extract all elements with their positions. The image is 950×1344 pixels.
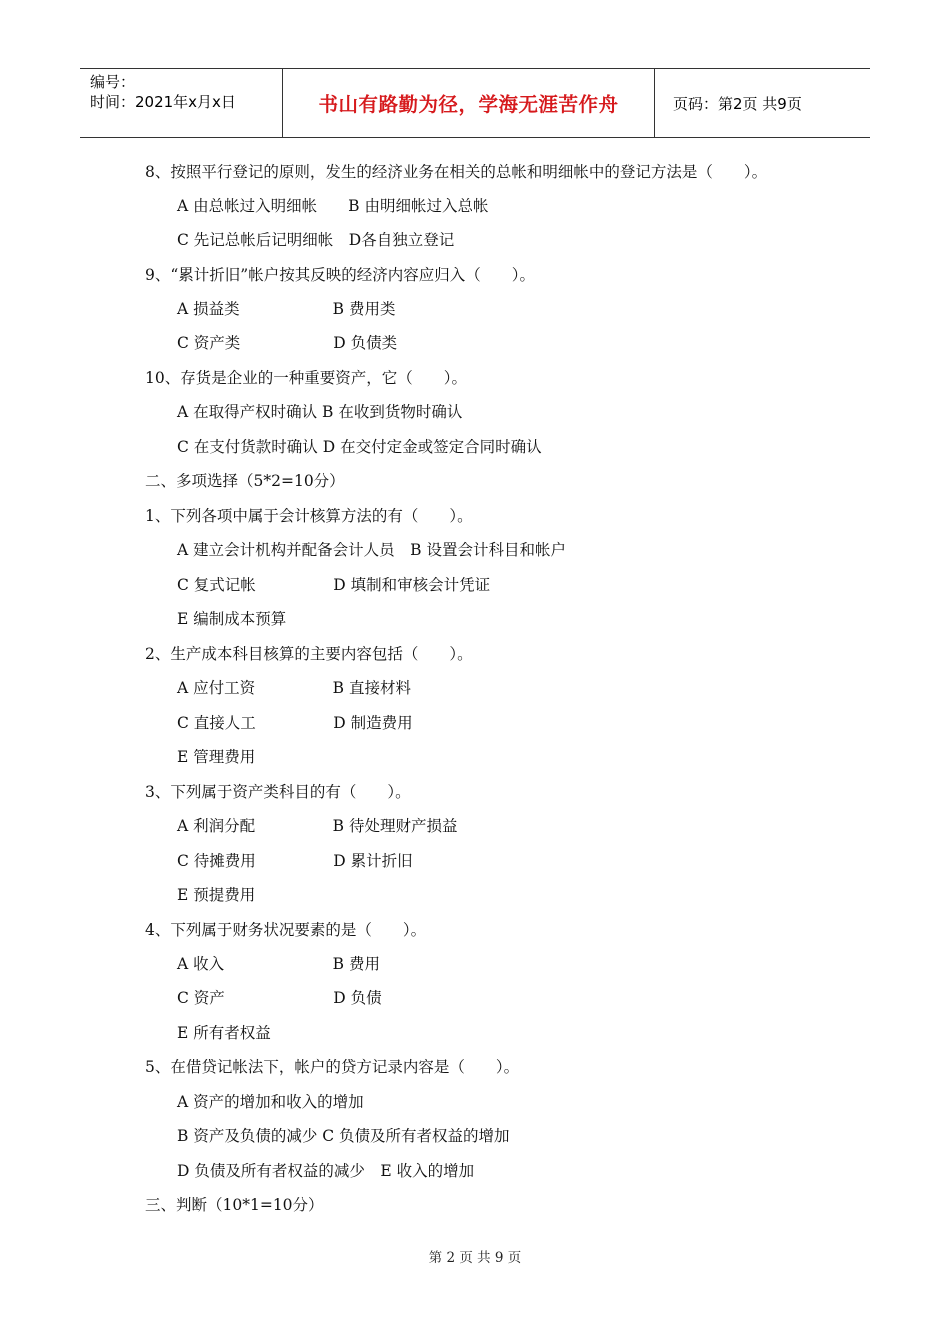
option-line: A 在取得产权时确认 B 在收到货物时确认 <box>177 403 463 421</box>
header-meta <box>80 69 283 137</box>
document-date: 时间：2021年x月x日 <box>90 93 236 111</box>
mc-question-3: 3、下列属于资产类科目的有（ ）。 <box>145 783 411 801</box>
question-9: 9、“累计折旧”帐户按其反映的经济内容应归入（ ）。 <box>145 266 535 284</box>
question-8: 8、按照平行登记的原则，发生的经济业务在相关的总帐和明细帐中的登记方法是（ ）。 <box>145 163 768 181</box>
section-heading-multiple-choice: 二、多项选择（5*2=10分） <box>145 472 345 490</box>
option-line: A 资产的增加和收入的增加 <box>177 1093 364 1111</box>
mc-question-1: 1、下列各项中属于会计核算方法的有（ ）。 <box>145 507 473 525</box>
option-line: A 收入 B 费用 <box>177 955 380 973</box>
option-line: C 资产类 D 负债类 <box>177 334 398 352</box>
option-line: A 由总帐过入明细帐 B 由明细帐过入总帐 <box>177 197 489 215</box>
option-line: A 利润分配 B 待处理财产损益 <box>177 817 458 835</box>
option-line: C 在支付货款时确认 D 在交付定金或签定合同时确认 <box>177 438 542 456</box>
mc-question-2: 2、生产成本科目核算的主要内容包括（ ）。 <box>145 645 473 663</box>
option-line: C 先记总帐后记明细帐 D各自独立登记 <box>177 231 455 249</box>
option-line: B 资产及负债的减少 C 负债及所有者权益的增加 <box>177 1127 510 1145</box>
option-line: E 预提费用 <box>177 886 256 904</box>
option-line: E 管理费用 <box>177 748 256 766</box>
page-info-text: 页码：第2页 共9页 <box>673 94 802 113</box>
option-line: C 直接人工 D 制造费用 <box>177 714 413 732</box>
option-line: A 应付工资 B 直接材料 <box>177 679 411 697</box>
page-footer: 第 2 页 共 9 页 <box>428 1250 522 1266</box>
option-line: C 资产 D 负债 <box>177 989 382 1007</box>
mc-question-4: 4、下列属于财务状况要素的是（ ）。 <box>145 921 427 939</box>
option-line: E 所有者权益 <box>177 1024 271 1042</box>
mc-question-5: 5、在借贷记帐法下，帐户的贷方记录内容是（ ）。 <box>145 1058 520 1076</box>
option-line: A 建立会计机构并配备会计人员 B 设置会计科目和帐户 <box>177 541 566 559</box>
option-line: A 损益类 B 费用类 <box>177 300 396 318</box>
option-line: C 复式记帐 D 填制和审核会计凭证 <box>177 576 491 594</box>
question-10: 10、存货是企业的一种重要资产，它（ ）。 <box>145 369 467 387</box>
option-line: E 编制成本预算 <box>177 610 287 628</box>
header-page-info <box>663 69 870 137</box>
section-heading-true-false: 三、判断（10*1=10分） <box>145 1196 324 1214</box>
document-number-label: 编号： <box>90 73 136 91</box>
option-line: C 待摊费用 D 累计折旧 <box>177 852 413 870</box>
option-line: D 负债及所有者权益的减少 E 收入的增加 <box>177 1162 475 1180</box>
header-motto: 书山有路勤为径，学海无涯苦作舟 <box>283 69 655 137</box>
page-header <box>80 68 870 138</box>
